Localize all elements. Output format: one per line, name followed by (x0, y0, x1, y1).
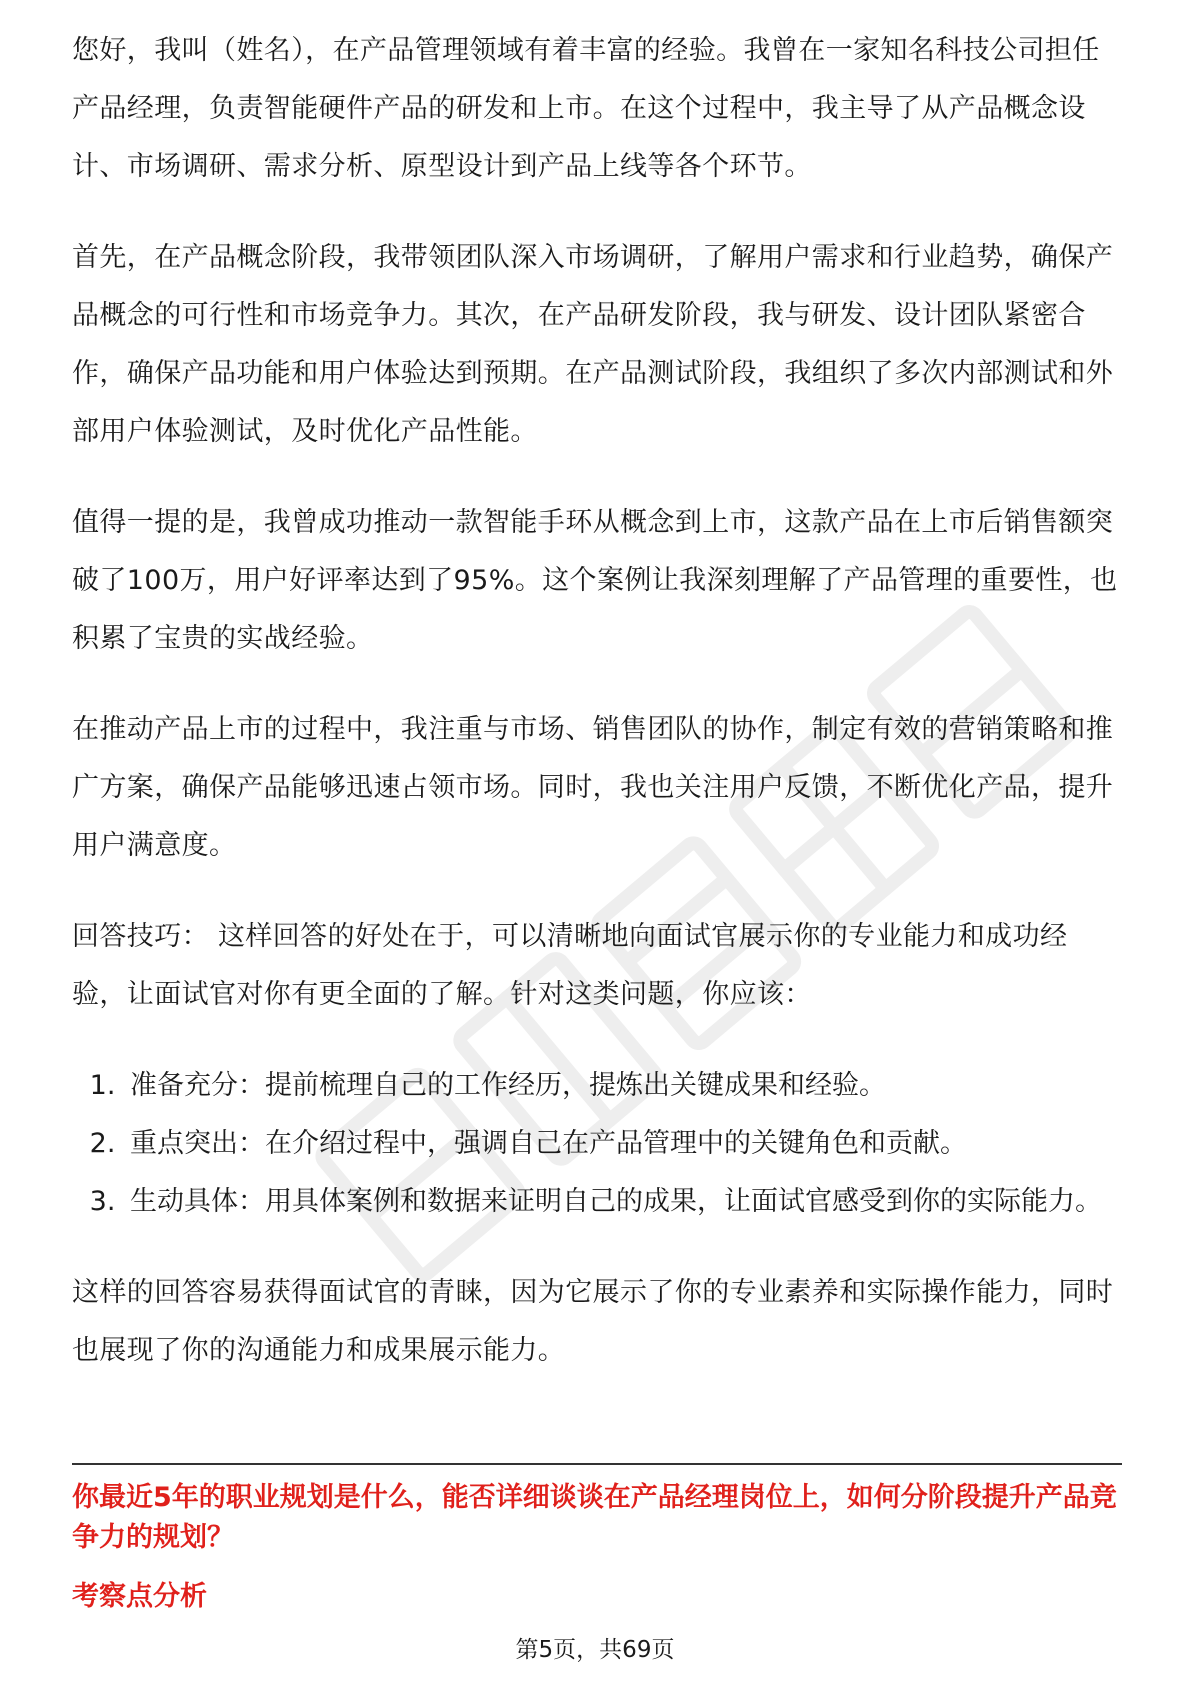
process-paragraph: 首先，在产品概念阶段，我带领团队深入市场调研，了解用户需求和行业趋势，确保产品概念的可行性和市场竞争力。其次，在产品研发阶段，我与研发、设计团队紧密合作，确保产品功能和用户体验达到预期。在产品测试阶段，我组织了多次内部测试和外部用户体验测试，及时优化产品性能。 (72, 242, 1114, 447)
list-item: 3. 生动具体：用具体案例和数据来证明自己的成果，让面试官感受到你的实际能力。 (124, 1173, 1122, 1231)
intro-paragraph: 您好，我叫（姓名），在产品管理领域有着丰富的经验。我曾在一家知名科技公司担任产品经理，负责智能硬件产品的研发和上市。在这个过程中，我主导了从产品概念设计、市场调研、需求分析、原型设计到产品上线等各个环节。 (72, 35, 1100, 182)
list-item: 2. 重点突出：在介绍过程中，强调自己在产品管理中的关键角色和贡献。 (124, 1115, 1122, 1173)
document-body (72, 22, 1122, 1413)
analysis-heading: 考察点分析 (72, 1581, 207, 1612)
list-item: 1. 准备充分：提前梳理自己的工作经历，提炼出关键成果和经验。 (124, 1057, 1122, 1115)
launch-paragraph: 在推动产品上市的过程中，我注重与市场、销售团队的协作，制定有效的营销策略和推广方案，确保产品能够迅速占领市场。同时，我也关注用户反馈，不断优化产品，提升用户满意度。 (72, 714, 1114, 861)
tips-list (72, 1057, 1122, 1231)
case-paragraph: 值得一提的是，我曾成功推动一款智能手环从概念到上市，这款产品在上市后销售额突破了100万，用户好评率达到了95%。这个案例让我深刻理解了产品管理的重要性，也积累了宝贵的实战经验。 (72, 507, 1118, 654)
next-question-title: 你最近5年的职业规划是什么，能否详细谈谈在产品经理岗位上，如何分阶段提升产品竞争力的规划？ (72, 1482, 1117, 1553)
closing-paragraph: 这样的回答容易获得面试官的青睐，因为它展示了你的专业素养和实际操作能力，同时也展现了你的沟通能力和成果展示能力。 (72, 1277, 1114, 1366)
section-divider (72, 1463, 1122, 1465)
answer-tips-paragraph: 回答技巧： 这样回答的好处在于，可以清晰地向面试官展示你的专业能力和成功经验，让面试官对你有更全面的了解。针对这类问题，你应该： (72, 921, 1068, 1010)
page-number: 第5页，共69页 (515, 1637, 675, 1663)
